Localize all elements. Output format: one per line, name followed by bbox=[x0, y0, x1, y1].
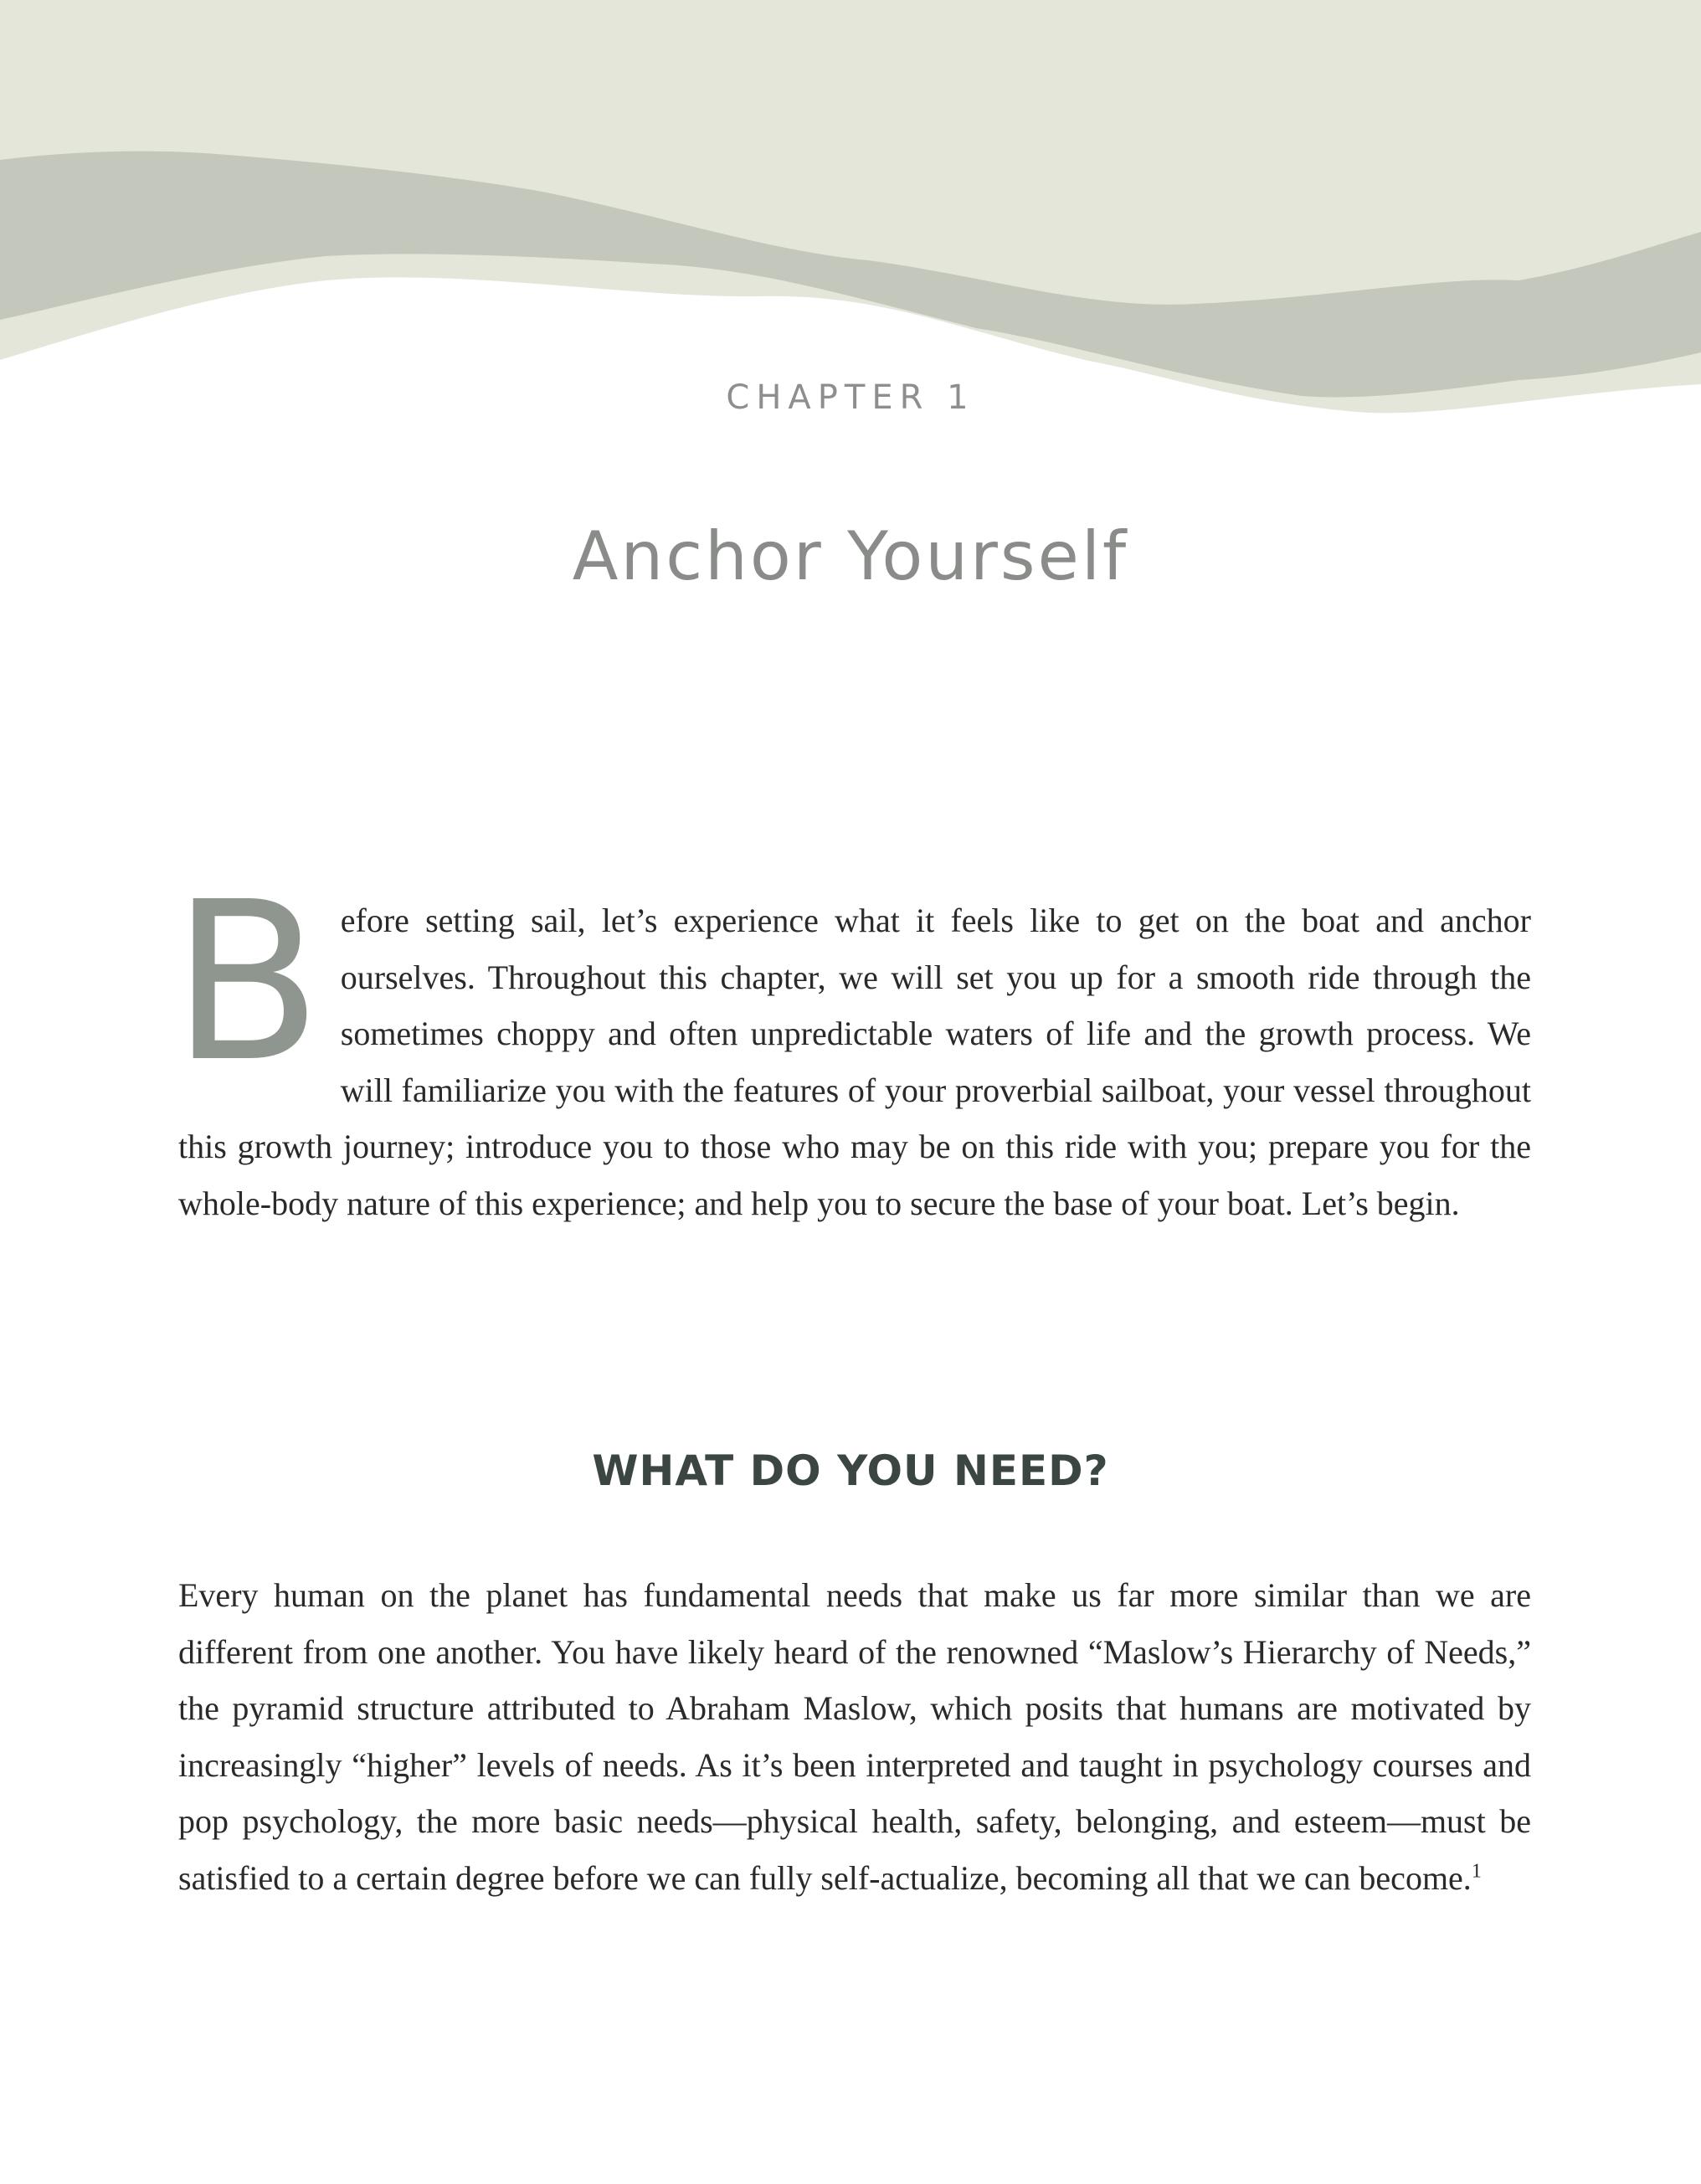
decorative-wave-header bbox=[0, 0, 1701, 435]
section-paragraph bbox=[178, 1567, 1531, 1906]
chapter-label: CHAPTER 1 bbox=[726, 378, 975, 417]
chapter-title: Anchor Yourself bbox=[572, 517, 1129, 595]
footnote-marker[interactable]: 1 bbox=[1471, 1860, 1482, 1883]
intro-paragraph bbox=[172, 855, 1531, 1231]
section-text: Every human on the planet has fundamental needs that make us far more similar than we are different from one another. You have likely heard of the renowned “Maslow’s Hierarchy of Needs,” the pyramid structure attributed to Abraham Maslow, which posits that humans are motivated by increasingly “higher” levels of needs. As it’s been interpreted and taught in psychology courses and pop psychology, the more basic needs—physical health, safety, belonging, and esteem—must be satisfied to a certain degree before we can fully self-actualize, becoming all that we can become. bbox=[178, 1576, 1531, 1897]
intro-text: efore setting sail, let’s experience what it feels like to get on the boat and anchor ourselves. Throughout this chapter, we will set you up for a smooth ride through the sometimes choppy and often unpredictable waters of life and the growth process. We will familiarize you with the features of your proverbial sailboat, your vessel throughout this growth journey; introduce you to those who may be on this ride with you; prepare you for the whole-body nature of this experience; and help you to secure the base of your boat. Let’s begin. bbox=[178, 902, 1531, 1222]
drop-cap: B bbox=[172, 855, 322, 1110]
section-heading: WHAT DO YOU NEED? bbox=[592, 1447, 1109, 1495]
